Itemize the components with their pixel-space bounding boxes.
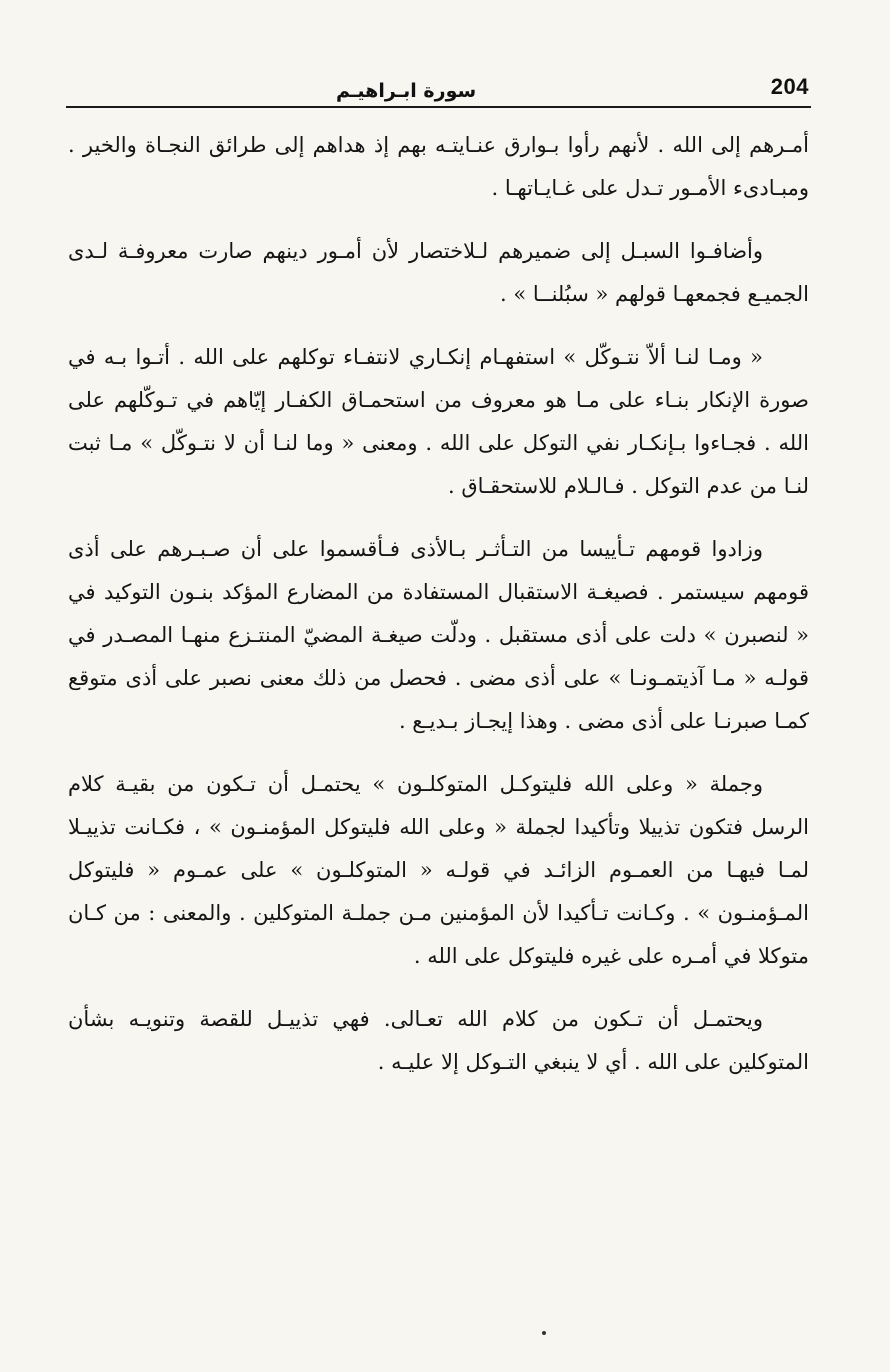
print-speck <box>542 1331 546 1335</box>
paragraph: وزادوا قومهم تـأييسا من التـأثـر بـالأذى فـأقسموا على أن صـبـرهم على أذى قومهم سيستمر . فصيغـة الاستقبال المستفادة من المضارع المؤكد بنـون التوكيد في « لنصبرن » دلت على أذى مستقبل . ودلّت صيغـة المضيّ المنتـزع منهـا المصـدر في قولـه « مـا آذيتمـونـا » على أذى مضى . فحصل من ذلك معنى نصبر على أذى متوقع كمـا صبرنـا على أذى مضى . وهذا إيجـاز بـديـع . <box>68 537 809 733</box>
running-title: سورة ابـراهيـم <box>336 80 477 102</box>
paragraph: « ومـا لنـا ألاّ نتـوكّل » استفهـام إنكـاري لانتفـاء توكلهم على الله . أتـوا بـه في صورة الإنكار بنـاء على مـا هو معروف من استحمـاق الكفـار إيّاهم في تـوكّلهم على الله . فجـاءوا بـإنكـار نفي التوكل على الله . ومعنى « وما لنـا أن لا نتـوكّل » مـا ثبت لنـا من عدم التوكل . فـالـلام للاستحقـاق . <box>68 345 809 498</box>
header-rule <box>66 106 811 108</box>
paragraph: ويحتمـل أن تـكون من كلام الله تعـالى. فهي تذييـل للقصة وتنويـه بشأن المتوكلين على الله . أي لا ينبغي التـوكل إلا عليـه . <box>68 1007 809 1074</box>
page-number: 204 <box>770 74 809 99</box>
paragraph: وأضافـوا السبـل إلى ضميرهم لـلاختصار لأن أمـور دينهم صارت معروفـة لـدى الجميـع فجمعهـا قولهم « سبُلنــا » . <box>68 239 809 306</box>
page-header <box>66 70 811 106</box>
paragraph: وجملة « وعلى الله فليتوكـل المتوكلـون » يحتمـل أن تـكون من بقيـة كلام الرسل فتكون تذييلا وتأكيدا لجملة « وعلى الله فليتوكل المؤمنـون » ، فكـانت تذييـلا لمـا فيهـا من العمـوم الزائـد في قولـه « المتوكلـون » على عمـوم « فليتوكل المـؤمنـون » . وكـانت تـأكيدا لأن المؤمنين مـن جملـة المتوكلين . والمعنى : من كـان متوكلا في أمـره على غيره فليتوكل على الله . <box>68 772 809 968</box>
body-text <box>68 124 809 1104</box>
paragraph: أمـرهم إلى الله . لأنهم رأوا بـوارق عنـايتـه بهم إذ هداهم إلى طرائق النجـاة والخير . ومبـادىء الأمـور تـدل على غـايـاتهـا . <box>68 133 809 200</box>
